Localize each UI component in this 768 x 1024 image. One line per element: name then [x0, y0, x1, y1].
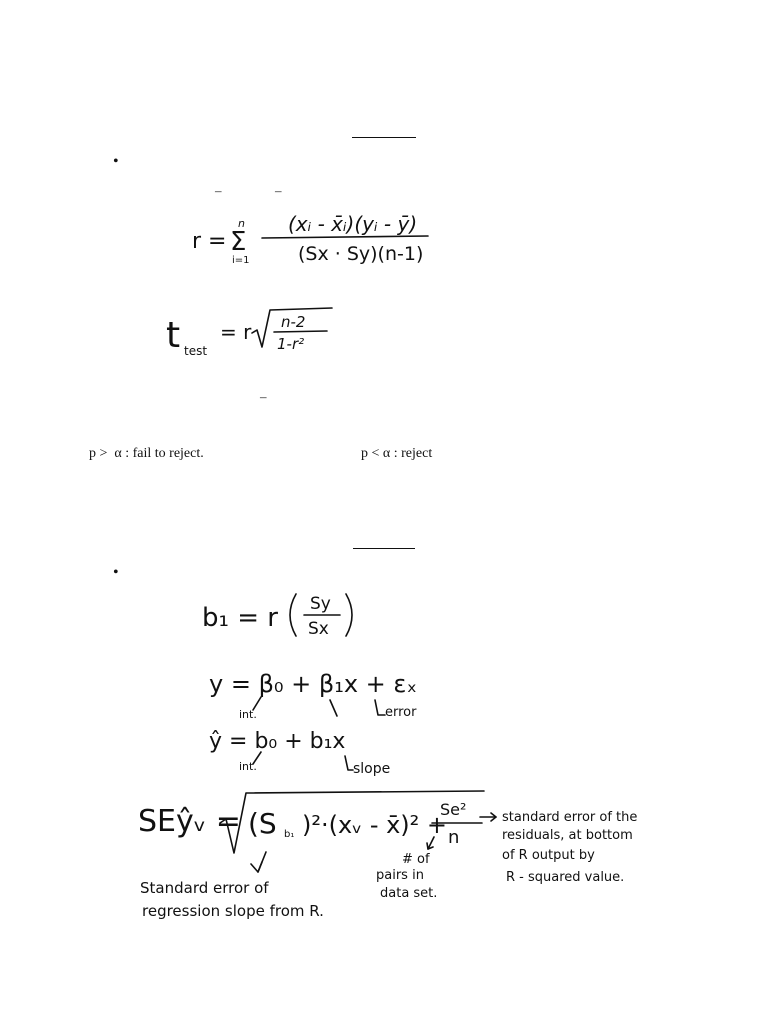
section2-heading-underline: [353, 548, 415, 549]
se-b1-subscript: b₁: [284, 829, 295, 840]
section1-bullet: •: [113, 153, 119, 170]
error-label-model: error: [385, 705, 417, 720]
correlation-sum-upper: n: [238, 217, 245, 230]
pairs-note-line-2: pairs in: [376, 868, 424, 883]
ttest-fraction-bar: [274, 331, 327, 332]
se-frac-numerator: Se²: [440, 800, 467, 819]
population-model-text: y = β₀ + β₁x + εₓ: [209, 670, 418, 698]
correlation-sum-lower: i=1: [232, 255, 250, 266]
slope-lhs: b₁ = r: [202, 603, 278, 633]
section1-heading-underline: [352, 137, 416, 138]
ttest-radicand-den: 1-r²: [277, 335, 305, 353]
correlation-fraction-bar: [262, 236, 428, 238]
slope-formula: [200, 590, 370, 640]
ttest-formula: [164, 305, 344, 365]
slope-se-note: [138, 850, 348, 925]
intercept-label-model: int.: [239, 708, 257, 721]
correlation-numerator: (xᵢ - x̄ᵢ)(yᵢ - ȳ): [288, 212, 418, 236]
se-frac-denominator: n: [448, 827, 460, 848]
ttest-t: t: [166, 315, 181, 356]
residuals-note-line-1: standard error of the: [502, 810, 638, 825]
residuals-note: [478, 805, 678, 890]
correlation-formula: [190, 205, 440, 270]
slope-arrow-fitted: [345, 756, 353, 770]
ttest-subscript: test: [184, 344, 208, 358]
slope-numerator: Sy: [310, 594, 331, 614]
residuals-note-line-2: residuals, at bottom: [502, 828, 633, 843]
fitted-model-formula: [205, 722, 425, 782]
error-arrow-model: [375, 700, 385, 715]
se-lhs: SEŷᵥ =: [138, 804, 241, 839]
reject-rule: p < α : reject: [361, 446, 433, 461]
fail-to-reject-rule: p > α : fail to reject.: [89, 446, 204, 461]
pairs-note-line-3: data set.: [380, 886, 438, 901]
se-middle-terms: )²·(xᵥ - x̄)² +: [302, 811, 448, 839]
slope-se-note-line-2: regression slope from R.: [142, 902, 324, 920]
section1-dash-c: –: [260, 389, 267, 404]
correlation-lhs: r =: [192, 229, 227, 254]
pairs-note-line-1: # of: [402, 852, 430, 867]
slope-tick-model: [330, 700, 337, 716]
se-open-paren: (S: [248, 807, 277, 840]
slope-label-fitted: slope: [353, 761, 391, 777]
slope-denominator: Sx: [308, 619, 329, 639]
population-model-formula: [205, 660, 465, 725]
section1-dash-b: –: [275, 183, 282, 198]
slope-se-arrowhead: [251, 862, 262, 872]
residuals-note-line-3: of R output by: [502, 848, 595, 863]
slope-right-paren: [346, 594, 352, 636]
ttest-radicand-num: n-2: [281, 313, 306, 331]
section2-bullet: •: [113, 564, 119, 581]
ttest-equals-r: = r: [220, 320, 252, 344]
correlation-denominator: (Sx · Sy)(n-1): [298, 243, 424, 265]
fitted-model-text: ŷ = b₀ + b₁x: [209, 729, 346, 754]
slope-left-paren: [290, 594, 296, 636]
section1-dash-a: –: [215, 183, 222, 198]
intercept-label-fitted: int.: [239, 760, 257, 773]
pairs-note: [372, 835, 462, 905]
slope-se-note-line-1: Standard error of: [140, 879, 269, 897]
correlation-sum-symbol: Σ: [230, 227, 247, 257]
residuals-note-line-4: R - squared value.: [506, 870, 625, 885]
